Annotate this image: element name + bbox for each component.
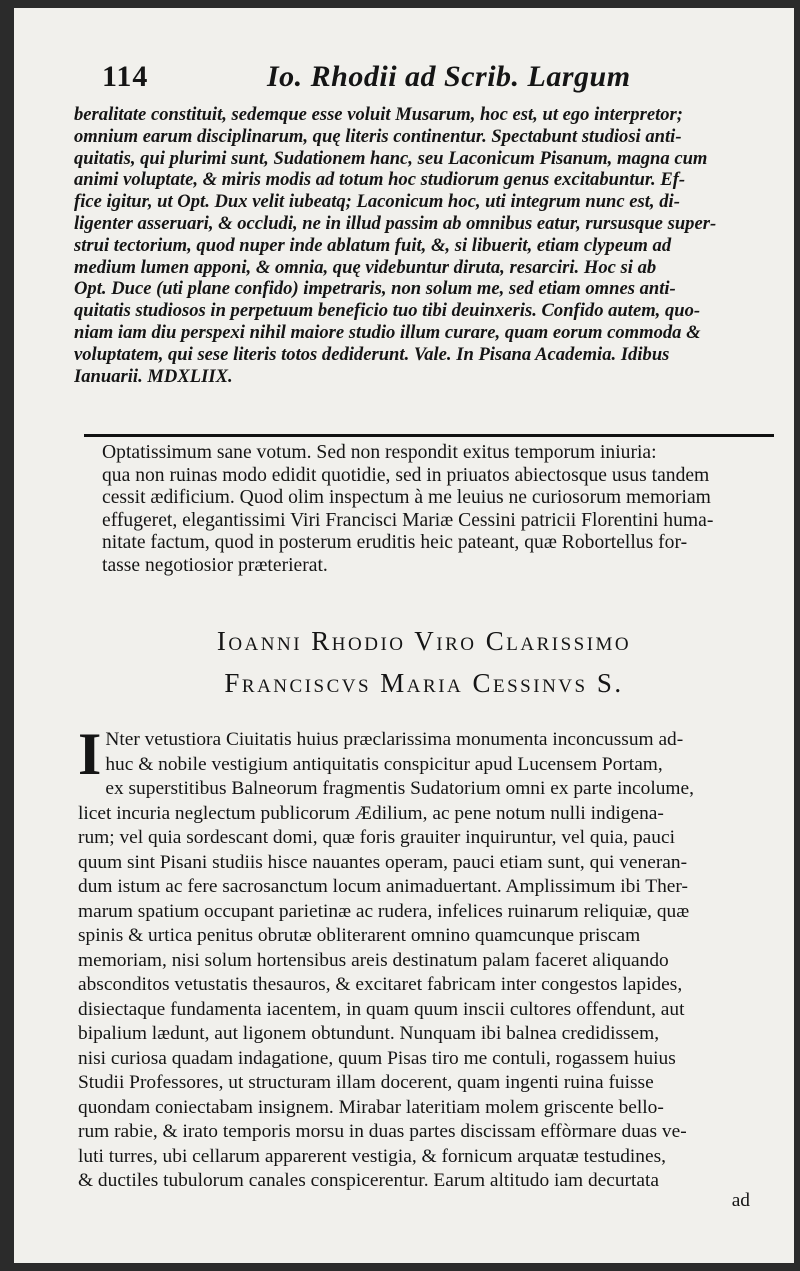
- catchword: ad: [731, 1190, 750, 1211]
- text-line: tasse negotiosior prӕterierat.: [102, 554, 328, 576]
- text-line: Nter vetustiora Ciuitatis huius præclarissima monumenta inconcussum ad-: [105, 729, 684, 750]
- drop-cap: I: [78, 721, 102, 787]
- text-line: bipalium lædunt, aut ligonem obtundunt. Nunquam ibi balnea credidissem,: [78, 1023, 660, 1044]
- page-header: [102, 60, 762, 104]
- text-line: strui tectorium, quod nuper inde ablatum fuit, &, si libuerit, etiam clypeum ad: [74, 234, 672, 256]
- text-line: Studii Professores, ut structuram illam docerent, quam ingenti ruina fuisse: [78, 1072, 654, 1093]
- text-line: rum; vel quia sordescant domi, quæ foris grauiter inquiruntur, vel quia, pauci: [78, 827, 675, 848]
- italic-letter-text: [74, 104, 774, 387]
- text-line: quondam coniectabam insignem. Mirabar lateritiam molem griscente bello-: [78, 1096, 664, 1118]
- book-page: [14, 8, 794, 1263]
- running-title: Io. Rhodii ad Scrib. Largum: [267, 60, 631, 93]
- text-line: marum spatium occupant parietinæ ac rudera, infelices ruinarum reliquiæ, quæ: [78, 900, 690, 922]
- text-line: absconditos vetustatis thesauros, & excitaret fabricam inter congestos lapides,: [78, 974, 683, 995]
- text-line: rum rabie, & irato temporis morsu in duas partes discissam effòrmare duas ve-: [78, 1121, 687, 1142]
- text-line: licet incuria neglectum publicorum Ædilium, ac pene notum nulli indigena-: [78, 802, 664, 824]
- text-line: quitatis studiosos in perpetuum beneficio tuo tibi deuinxeris. Confido autem, quo-: [74, 300, 701, 322]
- text-line: dum istum ac fere sacrosanctum locum animaduertant. Amplissimum ibi Ther-: [78, 876, 688, 897]
- text-line: animi voluptate, & miris modis ad totum hoc studiorum genus excitabuntur. Ef-: [74, 169, 686, 191]
- page-number: 114: [102, 60, 149, 93]
- text-line: qua non ruinas modo edidit quotidie, sed in priuatos abiectosque usus tandem: [102, 464, 710, 486]
- text-line: spinis & urtica penitus obrutæ obliterarent omnino quamcunque priscam: [78, 925, 641, 946]
- text-line: nitate factum, quod in posterum eruditis heic pateant, quæ Robortellus for-: [102, 532, 688, 553]
- letter-heading-line-1: Ioanni Rhodio Viro Clarissimo: [216, 626, 632, 656]
- text-line: beralitate constituit, sedemque esse voluit Musarum, hoc est, ut ego interpretor;: [74, 104, 683, 125]
- text-line: disiectaque fundamenta iacentem, in quam quum inscii cultores offendunt, aut: [78, 998, 685, 1020]
- text-line: huc & nobile vestigium antiquitatis conspicitur apud Lucensem Portam,: [105, 753, 663, 775]
- editorial-note: [102, 442, 774, 577]
- text-line: Opt. Duce (uti plane confido) impetraris, non solum me, sed etiam omnes anti-: [74, 278, 676, 300]
- text-line: medium lumen apponi, & omnia, quę videbuntur diruta, resarciri. Hoc si ab: [74, 256, 657, 278]
- text-line: luti turres, ubi cellarum apparerent vestigia, & fornicum arquatæ testudines,: [78, 1145, 667, 1167]
- text-line: Ianuarii. MDXLIIX.: [74, 365, 233, 387]
- text-line: Optatissimum sane votum. Sed non respondit exitus temporum iniuria:: [102, 442, 657, 463]
- text-line: niam iam diu perspexi nihil maiore studio illum curare, quam eorum commoda &: [74, 321, 701, 343]
- letter-heading-line-2: Franciscvs Maria Cessinvs S.: [224, 668, 624, 698]
- text-line: omnium earum disciplinarum, quę literis continentur. Spectabunt studiosi anti-: [74, 125, 682, 147]
- text-line: ex superstitibus Balneorum fragmentis Sudatorium omni ex parte incolume,: [105, 778, 694, 799]
- text-line: memoriam, nisi solum hortensibus areis destinatum palam faceret aliquando: [78, 949, 669, 971]
- horizontal-rule: [84, 434, 774, 437]
- text-line: quum sint Pisani studiis hisce nauantes operam, pauci etiam sunt, qui veneran-: [78, 851, 688, 873]
- text-line: voluptatem, qui sese literis totos dediderunt. Vale. In Pisana Academia. Idibus: [74, 343, 670, 365]
- text-line: & ductiles tubulorum canales conspicerentur. Earum altitudo iam decurtata: [78, 1170, 659, 1191]
- text-line: effugeret, elegantissimi Viri Francisci Mariæ Cessini patricii Florentini huma-: [102, 509, 714, 531]
- text-line: fice igitur, ut Opt. Dux velit iubeatq; Laconicum hoc, uti integrum nunc est, di-: [74, 191, 680, 213]
- text-line: quitatis, qui plurimi sunt, Sudationem hanc, seu Laconicum Pisanum, magna cum: [74, 147, 708, 169]
- text-line: ligenter asseruari, & occludi, ne in illud passim ab omnibus eatur, rursusque super-: [74, 212, 717, 234]
- text-line: nisi curiosa quadam indagatione, quum Pisas tiro me contuli, rogassem huius: [78, 1047, 676, 1069]
- letter-body: [78, 721, 778, 1194]
- text-line: cessit ædificium. Quod olim inspectum à me leuius ne curiosorum memoriam: [102, 487, 711, 508]
